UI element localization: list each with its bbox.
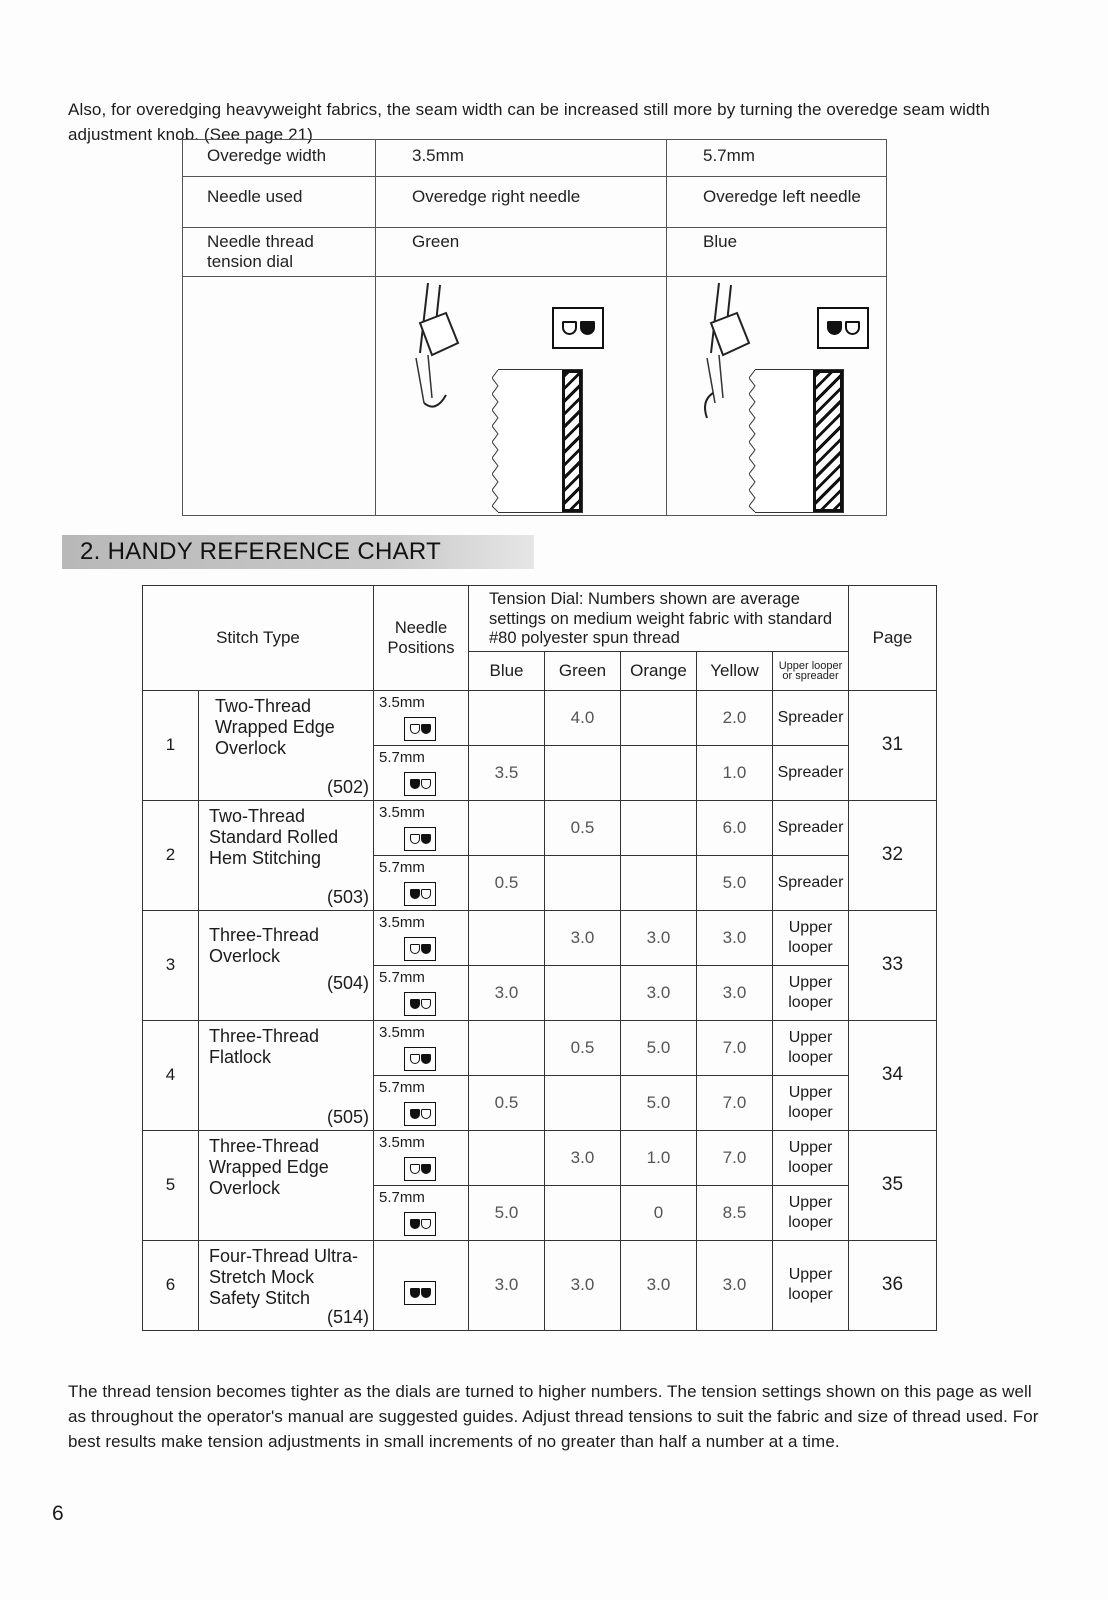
blue-value: 3.0 <box>469 1240 545 1330</box>
blue-value <box>469 910 545 965</box>
looper-value: Upper looper <box>773 1075 849 1130</box>
fabric-illustration <box>498 369 583 513</box>
cell-green: Green <box>376 228 667 277</box>
row-label: Needle thread tension dial <box>183 228 376 277</box>
green-value <box>545 1185 621 1240</box>
green-value: 4.0 <box>545 690 621 745</box>
header-green: Green <box>545 651 621 690</box>
looper-value: Upper looper <box>773 1240 849 1330</box>
table-row <box>183 177 887 228</box>
overedge-width-table <box>182 139 887 516</box>
illustration-row <box>183 277 887 516</box>
yellow-value: 3.0 <box>697 910 773 965</box>
orange-value <box>621 800 697 855</box>
needle-position-cell: 5.7mm <box>374 745 469 800</box>
table-row <box>183 140 887 177</box>
table-row <box>143 1240 937 1330</box>
yellow-value: 8.5 <box>697 1185 773 1240</box>
yellow-value: 1.0 <box>697 745 773 800</box>
blue-value: 0.5 <box>469 1075 545 1130</box>
orange-value: 3.0 <box>621 1240 697 1330</box>
table-row <box>143 800 937 855</box>
stitch-name: Three-Thread Wrapped Edge Overlock <box>199 1130 374 1240</box>
needle-position-cell: 3.5mm <box>374 1130 469 1185</box>
stitch-name: Four-Thread Ultra-Stretch Mock Safety Stitch (514) <box>199 1240 374 1330</box>
yellow-value: 7.0 <box>697 1130 773 1185</box>
narrow-overedge-stitch-icon <box>562 370 582 512</box>
stitch-number: 2 <box>143 800 199 910</box>
needle-position-right-icon <box>552 307 604 349</box>
blue-value <box>469 1130 545 1185</box>
cell-right-needle: Overedge right needle <box>376 177 667 228</box>
page-ref: 36 <box>849 1240 937 1330</box>
green-value <box>545 855 621 910</box>
cell-left-needle: Overedge left needle <box>667 177 887 228</box>
needle-position-cell: 3.5mm <box>374 910 469 965</box>
cell-3.5mm: 3.5mm <box>376 140 667 177</box>
page-ref: 33 <box>849 910 937 1020</box>
orange-value: 5.0 <box>621 1075 697 1130</box>
needle-left-icon <box>404 772 436 796</box>
illustration-3.5mm <box>376 277 667 516</box>
green-value: 0.5 <box>545 1020 621 1075</box>
header-upper-looper-or-spreader: Upper looper or spreader <box>773 651 849 690</box>
needle-right-icon <box>404 1157 436 1181</box>
orange-value: 5.0 <box>621 1020 697 1075</box>
page-number: 6 <box>52 1502 64 1525</box>
stitch-name: Three-Thread Flatlock (505) <box>199 1020 374 1130</box>
header-needle-positions: Needle Positions <box>374 586 469 691</box>
section-heading: 2. HANDY REFERENCE CHART <box>62 535 534 569</box>
stitch-name: Two-Thread Standard Rolled Hem Stitching (503) <box>199 800 374 910</box>
header-orange: Orange <box>621 651 697 690</box>
looper-value: Upper looper <box>773 965 849 1020</box>
stitch-number: 1 <box>143 690 199 800</box>
intro-paragraph: Also, for overedging heavyweight fabrics, the seam width can be increased still more by turning the overedge seam width adjustment knob. (See page 21) <box>68 100 990 144</box>
green-value: 0.5 <box>545 800 621 855</box>
wide-overedge-stitch-icon <box>813 370 843 512</box>
green-value <box>545 965 621 1020</box>
header-stitch-type: Stitch Type <box>143 586 374 691</box>
green-value <box>545 1075 621 1130</box>
page-ref: 35 <box>849 1130 937 1240</box>
fabric-illustration <box>755 369 844 513</box>
handy-reference-chart <box>142 585 937 1331</box>
footer-paragraph: The thread tension becomes tighter as the dials are turned to higher numbers. The tension settings shown on this page as well as throughout the operator's manual are suggested guides. Adjust thread tensions to suit the fabric and size of thread used. For best results make tension adjustments in small increments of no greater than half a number at a time. <box>68 1382 1039 1451</box>
needle-right-icon <box>404 937 436 961</box>
looper-value: Spreader <box>773 800 849 855</box>
needle-position-cell: 3.5mm <box>374 800 469 855</box>
cell-blue: Blue <box>667 228 887 277</box>
yellow-value: 6.0 <box>697 800 773 855</box>
table-row <box>143 1020 937 1075</box>
header-blue: Blue <box>469 651 545 690</box>
needle-position-cell: 5.7mm <box>374 855 469 910</box>
blue-value: 5.0 <box>469 1185 545 1240</box>
needle-position-cell: 5.7mm <box>374 1075 469 1130</box>
stitch-code: (514) <box>326 1306 369 1327</box>
stitch-name: Two-Thread Wrapped Edge Overlock (502) <box>199 690 374 800</box>
orange-value <box>621 745 697 800</box>
table-row <box>143 690 937 745</box>
blue-value <box>469 690 545 745</box>
orange-value <box>621 855 697 910</box>
page-ref: 32 <box>849 800 937 910</box>
needle-position-cell: 3.5mm <box>374 1020 469 1075</box>
blue-value: 3.5 <box>469 745 545 800</box>
looper-value: Spreader <box>773 690 849 745</box>
orange-value <box>621 690 697 745</box>
stitch-number: 6 <box>143 1240 199 1330</box>
page-ref: 31 <box>849 690 937 800</box>
looper-value: Upper looper <box>773 1185 849 1240</box>
green-value: 3.0 <box>545 1130 621 1185</box>
cell-5.7mm: 5.7mm <box>667 140 887 177</box>
blue-value: 3.0 <box>469 965 545 1020</box>
needle-right-icon <box>404 1047 436 1071</box>
needle-left-icon <box>404 992 436 1016</box>
stitch-code: (505) <box>326 1106 369 1127</box>
yellow-value: 2.0 <box>697 690 773 745</box>
orange-value: 0 <box>621 1185 697 1240</box>
yellow-value: 7.0 <box>697 1075 773 1130</box>
stitch-number: 4 <box>143 1020 199 1130</box>
orange-value: 3.0 <box>621 965 697 1020</box>
header-page: Page <box>849 586 937 691</box>
table-row <box>143 1130 937 1185</box>
needle-position-cell: 5.7mm <box>374 965 469 1020</box>
needle-left-icon <box>404 882 436 906</box>
needle-position-cell <box>374 1240 469 1330</box>
stitch-code: (502) <box>326 776 369 797</box>
table-row <box>183 228 887 277</box>
orange-value: 1.0 <box>621 1130 697 1185</box>
stitch-number: 5 <box>143 1130 199 1240</box>
needle-position-cell: 3.5mm <box>374 690 469 745</box>
yellow-value: 3.0 <box>697 1240 773 1330</box>
looper-value: Upper looper <box>773 910 849 965</box>
blue-value: 0.5 <box>469 855 545 910</box>
yellow-value: 5.0 <box>697 855 773 910</box>
looper-value: Spreader <box>773 855 849 910</box>
illustration-5.7mm <box>667 277 887 516</box>
stitch-number: 3 <box>143 910 199 1020</box>
stitch-code: (503) <box>326 886 369 907</box>
stitch-code: (504) <box>326 972 369 993</box>
needle-position-left-icon <box>817 307 869 349</box>
yellow-value: 7.0 <box>697 1020 773 1075</box>
needle-both-icon <box>404 1281 436 1305</box>
page-ref: 34 <box>849 1020 937 1130</box>
stitch-name: Three-Thread Overlock (504) <box>199 910 374 1020</box>
needle-left-icon <box>404 1212 436 1236</box>
needle-right-icon <box>404 827 436 851</box>
header-tension-dial: Tension Dial: Numbers shown are average settings on medium weight fabric with standard #80 polyester spun thread <box>469 586 849 652</box>
blue-value <box>469 800 545 855</box>
yellow-value: 3.0 <box>697 965 773 1020</box>
needle-position-cell: 5.7mm <box>374 1185 469 1240</box>
needle-right-icon <box>404 717 436 741</box>
empty-cell <box>183 277 376 516</box>
blue-value <box>469 1020 545 1075</box>
green-value <box>545 745 621 800</box>
looper-value: Spreader <box>773 745 849 800</box>
header-yellow: Yellow <box>697 651 773 690</box>
orange-value: 3.0 <box>621 910 697 965</box>
looper-value: Upper looper <box>773 1130 849 1185</box>
green-value: 3.0 <box>545 1240 621 1330</box>
row-label: Overedge width <box>183 140 376 177</box>
needle-left-icon <box>404 1102 436 1126</box>
table-row <box>143 910 937 965</box>
green-value: 3.0 <box>545 910 621 965</box>
looper-value: Upper looper <box>773 1020 849 1075</box>
row-label: Needle used <box>183 177 376 228</box>
presser-foot-needle-icon <box>406 283 496 433</box>
